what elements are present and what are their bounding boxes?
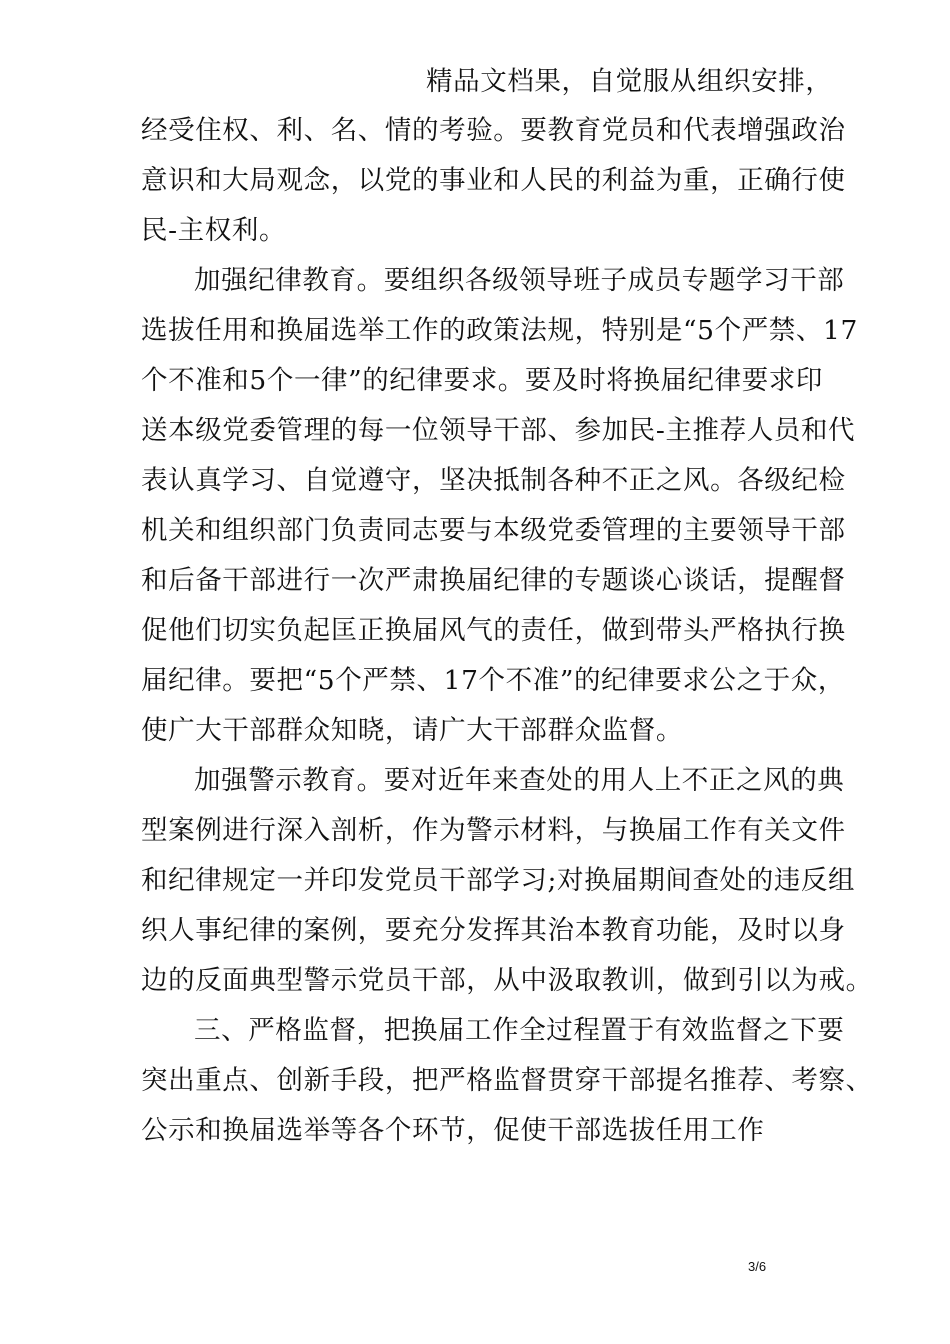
text-line: 精品文档果，自觉服从组织安排， xyxy=(426,66,833,97)
text-line: 公示和换届选举等各个环节，促使干部选拔任用工作 xyxy=(141,1115,765,1146)
text-line: 民-主权利。 xyxy=(141,215,287,246)
text-line: 经受住权、利、名、情的考验。要教育党员和代表增强政治 xyxy=(141,115,846,146)
text-line: 个不准和5个一律”的纪律要求。要及时将换届纪律要求印 xyxy=(141,365,824,396)
page-number: 3/6 xyxy=(748,1259,767,1274)
text-line: 表认真学习、自觉遵守，坚决抵制各种不正之风。各级纪检 xyxy=(141,465,846,496)
text-line: 和纪律规定一并印发党员干部学习;对换届期间查处的违反组 xyxy=(141,865,856,896)
paragraph-start-line: 加强纪律教育。要组织各级领导班子成员专题学习干部 xyxy=(194,265,845,296)
text-line: 选拔任用和换届选举工作的政策法规，特别是“5个严禁、17 xyxy=(141,315,858,346)
text-line: 促他们切实负起匡正换届风气的责任，做到带头严格执行换 xyxy=(141,615,846,646)
paragraph-start-line: 三、严格监督，把换届工作全过程置于有效监督之下要 xyxy=(194,1015,845,1046)
text-line: 送本级党委管理的每一位领导干部、参加民-主推荐人员和代 xyxy=(141,415,856,446)
text-line: 届纪律。要把“5个严禁、17个不准”的纪律要求公之于众， xyxy=(141,665,845,696)
text-line: 突出重点、创新手段，把严格监督贯穿干部提名推荐、考察、 xyxy=(141,1065,873,1096)
text-line: 机关和组织部门负责同志要与本级党委管理的主要领导干部 xyxy=(141,515,846,546)
text-line: 型案例进行深入剖析，作为警示材料，与换届工作有关文件 xyxy=(141,815,846,846)
paragraph-start-line: 加强警示教育。要对近年来查处的用人上不正之风的典 xyxy=(194,765,845,796)
text-line: 使广大干部群众知晓，请广大干部群众监督。 xyxy=(141,715,683,746)
text-line: 和后备干部进行一次严肃换届纪律的专题谈心谈话，提醒督 xyxy=(141,565,846,596)
text-line: 意识和大局观念，以党的事业和人民的利益为重，正确行使 xyxy=(141,165,846,196)
text-line: 织人事纪律的案例，要充分发挥其治本教育功能，及时以身 xyxy=(141,915,846,946)
text-line: 边的反面典型警示党员干部，从中汲取教训，做到引以为戒。 xyxy=(141,965,873,996)
